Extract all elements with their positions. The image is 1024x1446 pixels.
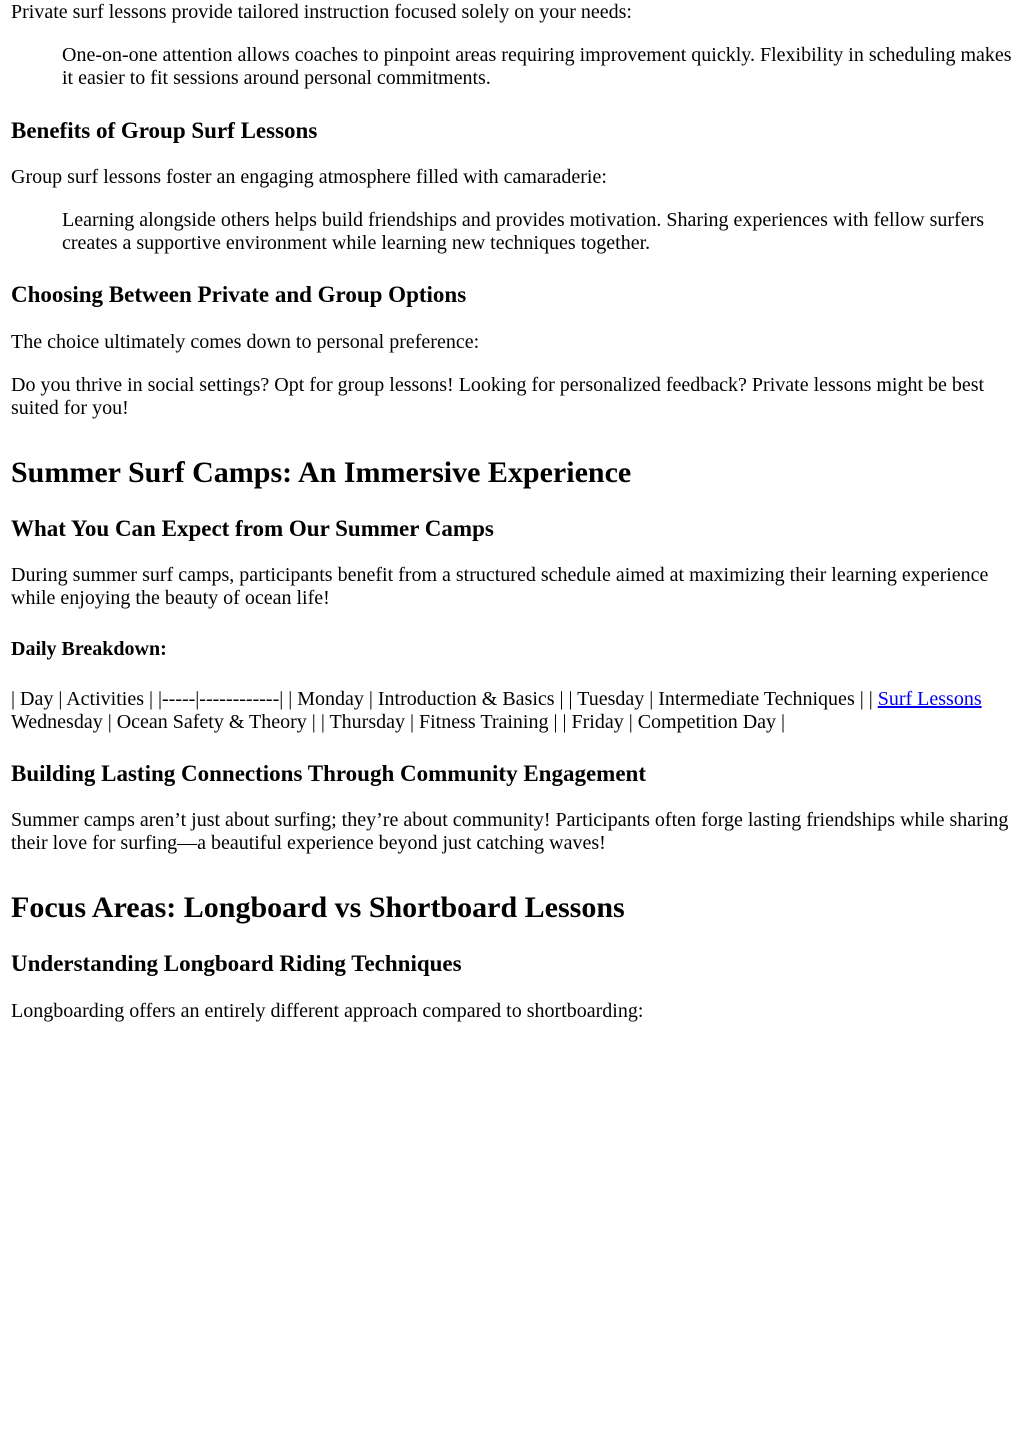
schedule-text-after: Wednesday | Ocean Safety & Theory | | Thursday | Fitness Training | | Friday | Competition Day | xyxy=(11,711,786,733)
private-lessons-intro: Private surf lessons provide tailored instruction focused solely on your needs: xyxy=(11,1,632,23)
daily-breakdown-heading: Daily Breakdown: xyxy=(11,638,167,660)
summer-camps-heading: Summer Surf Camps: An Immersive Experience xyxy=(11,456,632,489)
expect-body: During summer surf camps, participants benefit from a structured schedule aimed at maximizing their learning experience while enjoying the beauty of ocean life! xyxy=(11,564,989,609)
longboard-heading: Understanding Longboard Riding Techniques xyxy=(11,951,462,976)
group-lessons-quote-text: Learning alongside others helps build friendships and provides motivation. Sharing experiences with fellow surfers creates a supportive environment while learning new techniques together. xyxy=(62,209,985,254)
private-lessons-quote xyxy=(62,44,1014,90)
choosing-options-body: Do you thrive in social settings? Opt for group lessons! Looking for personalized feedback? Private lessons might be best suited for you! xyxy=(11,374,985,419)
choosing-options-intro: The choice ultimately comes down to personal preference: xyxy=(11,331,480,353)
focus-areas-heading: Focus Areas: Longboard vs Shortboard Lessons xyxy=(11,891,625,924)
community-heading: Building Lasting Connections Through Community Engagement xyxy=(11,761,646,786)
choosing-options-heading: Choosing Between Private and Group Options xyxy=(11,282,467,307)
private-lessons-quote-text: One-on-one attention allows coaches to pinpoint areas requiring improvement quickly. Flexibility in scheduling makes it easier to fit sessions around personal commitments. xyxy=(62,44,1012,89)
community-body: Summer camps aren’t just about surfing; they’re about community! Participants often forge lasting friendships while sharing their love for surfing—a beautiful experience beyond just catching waves! xyxy=(11,809,1009,854)
longboard-intro: Longboarding offers an entirely different approach compared to shortboarding: xyxy=(11,1000,644,1022)
group-lessons-heading: Benefits of Group Surf Lessons xyxy=(11,118,318,143)
group-lessons-quote xyxy=(62,209,1014,255)
schedule-text-before: | Day | Activities | |-----|------------| | Monday | Introduction & Basics | | Tuesday | Intermediate Techniques | | xyxy=(11,688,878,710)
expect-heading: What You Can Expect from Our Summer Camps xyxy=(11,516,494,541)
surf-lessons-link[interactable]: Surf Lessons xyxy=(877,688,982,710)
schedule-table-text xyxy=(11,688,1014,734)
group-lessons-intro: Group surf lessons foster an engaging atmosphere filled with camaraderie: xyxy=(11,166,607,188)
